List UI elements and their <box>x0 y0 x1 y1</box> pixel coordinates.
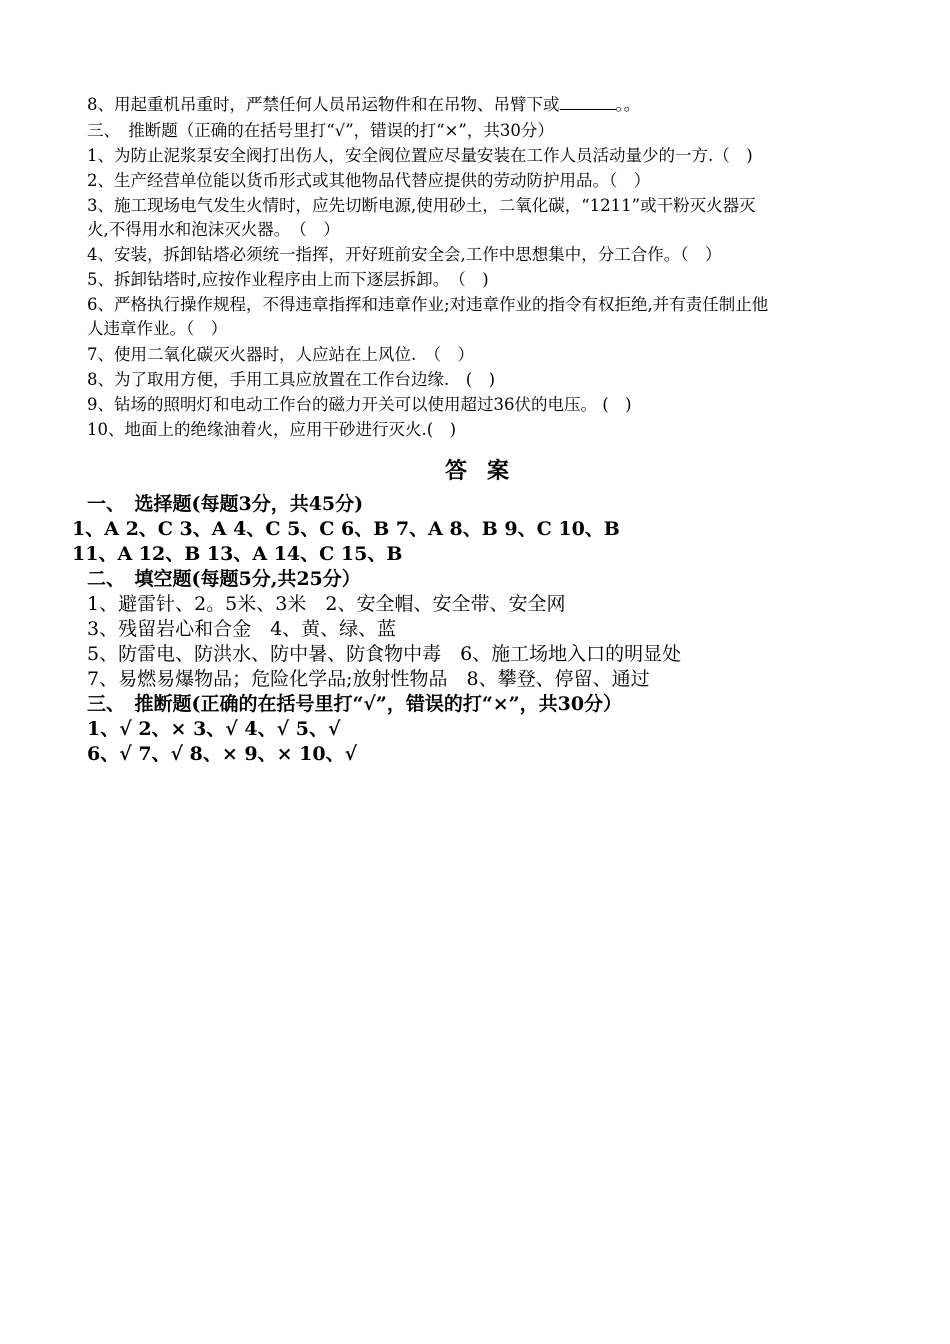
judge-item-1: 1、为防止泥浆泵安全阀打出伤人，安全阀位置应尽量安装在工作人员活动量少的一方.（ ) <box>87 146 753 165</box>
section3-heading: 三、 推断题（正确的在括号里打“√”，错误的打“×”，共30分） <box>87 121 554 140</box>
answer-section3-heading: 三、 推断题(正确的在括号里打“√”，错误的打“×”，共30分） <box>87 693 623 715</box>
answer-section2-line3: 5、防雷电、防洪水、防中暑、防食物中毒 6、施工场地入口的明显处 <box>87 643 682 665</box>
answer-blank <box>560 93 616 110</box>
judge-item-3-cont: 火,不得用水和泡沫灭火器。 （ ） <box>87 220 340 239</box>
answer-section3-row2: 6、√ 7、√ 8、× 9、× 10、√ <box>87 743 358 765</box>
judge-item-7: 7、使用二氧化碳灭火器时，人应站在上风位. （ ） <box>87 345 474 364</box>
answer-section1-row1: 1、A 2、C 3、A 4、C 5、C 6、B 7、A 8、B 9、C 10、B <box>72 518 620 540</box>
judge-item-8: 8、为了取用方便，手用工具应放置在工作台边缘. ( ) <box>87 370 496 389</box>
answer-section1-heading: 一、 选择题(每题3分，共45分) <box>87 493 364 515</box>
blank-tail: 。 <box>615 95 624 114</box>
question-text: 8、用起重机吊重时，严禁任何人员吊运物件和在吊物、吊臂下或 <box>87 95 560 114</box>
answer-section2-line2: 3、残留岩心和合金 4、黄、绿、蓝 <box>87 618 397 640</box>
answer-section2-heading: 二、 填空题(每题5分,共25分） <box>87 568 361 590</box>
judge-item-6: 6、严格执行操作规程，不得违章指挥和违章作业;对违章作业的指令有权拒绝,并有责任制止他 <box>87 295 769 314</box>
answer-section2-line4: 7、易燃易爆物品；危险化学品;放射性物品 8、攀登、停留、通过 <box>87 668 650 690</box>
answer-section1-row2: 11、A 12、B 13、A 14、C 15、B <box>72 543 403 565</box>
judge-item-5: 5、拆卸钻塔时,应按作业程序由上而下逐层拆卸。 （ ) <box>87 270 489 289</box>
answer-section2-line1: 1、避雷针、2。5米、3米 2、安全帽、安全带、安全网 <box>87 593 566 615</box>
answers-title: 答案 <box>445 458 530 484</box>
answer-section3-row1: 1、√ 2、× 3、√ 4、√ 5、√ <box>87 718 341 740</box>
judge-item-6-cont: 人违章作业。（ ） <box>87 319 228 338</box>
judge-item-3: 3、施工现场电气发生火情时，应先切断电源,使用砂土，二氧化碳，“1211”或干粉灭火器灭 <box>87 196 756 215</box>
judge-item-2: 2、生产经营单位能以货币形式或其他物品代替应提供的劳动防护用品。（ ） <box>87 171 651 190</box>
judge-item-9: 9、钻场的照明灯和电动工作台的磁力开关可以使用超过36伏的电压。 ( ) <box>87 395 632 414</box>
question-8-fill-blank <box>87 93 640 117</box>
judge-item-10: 10、地面上的绝缘油着火，应用干砂进行灭火.( ) <box>87 420 457 439</box>
judge-item-4: 4、安装，拆卸钻塔必须统一指挥，开好班前安全会,工作中思想集中，分工合作。（ ） <box>87 245 722 264</box>
question-end: 。 <box>623 95 641 114</box>
